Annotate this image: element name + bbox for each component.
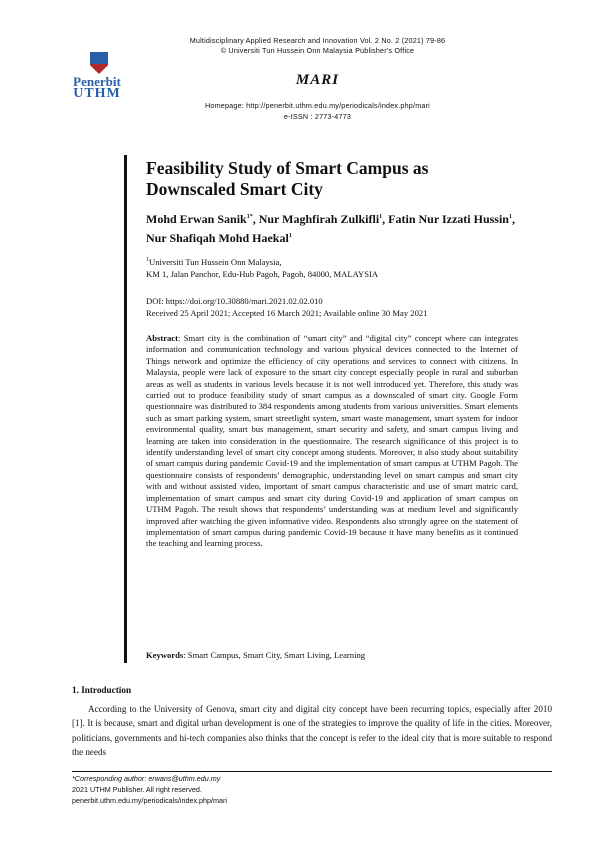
keywords-text: Smart Campus, Smart City, Smart Living, Learning	[187, 650, 366, 660]
author-affil-sup: 1*	[246, 214, 253, 220]
author-affil-sup: 1	[508, 214, 512, 220]
logo-word-penerbit: Penerbit	[73, 74, 121, 89]
affiliation-line-1: Universiti Tun Hussein Onn Malaysia,	[149, 257, 282, 267]
title-block-bar	[124, 155, 127, 663]
doi-link[interactable]: DOI: https://doi.org/10.30880/mari.2021.02.02.010	[146, 296, 323, 306]
affiliation-line-2: KM 1, Jalan Panchor, Edu-Hub Pagoh, Pagoh, 84000, MALAYSIA	[146, 269, 379, 279]
paper-title	[146, 158, 518, 200]
introduction-paragraph: According to the University of Genova, smart city and digital city concept have been recurring topics, especially after 2010 [1]. It is because, smart and digital urban development is one of the strategies to improve the quality of life in the cities. Moreover, politicians, governments and hi-tech companies also thinks that the concept is refer to the ideal city that is more suitable to respond the needs	[72, 704, 552, 758]
author-name: Fatin Nur Izzati Hussin	[388, 212, 509, 226]
journal-short-name: MARI	[295, 72, 340, 88]
keywords-label: Keywords	[146, 650, 184, 660]
uthm-shield-icon	[90, 52, 108, 74]
footer-url[interactable]: penerbit.uthm.edu.my/periodicals/index.php/mari	[72, 796, 228, 805]
footnote-rule	[72, 771, 552, 772]
abstract-text: Smart city is the combination of “smart city” and “digital city” concept where can integrates information and communication technology and various physical devices connected to the Internet of Things network and optimize the efficiency of city operations and services to connect with citizens. In Malaysia, people were lack of exposure to the smart city concept especially people in rural and suburban areas as well as students in various levels because it is not well introduced yet. Therefore, this study was carried out to produce feasibility study of smart campus as a downscaled of smart city. Google Form questionnaire was distributed to 384 respondents among students from various universities. Smart elements such as smart parking system, smart streetlight system, smart waste management, smart system for indoor environmental quality, smart bus management, smart security and safety, and smart campus living and learning are taken into consideration in the questionnaire. The research significance of this project is to identify understanding level of smart city concept among students. Moreover, it also study about suitability of smart campus during pandemic Covid-19 and the implementation of smart campus at UTHM Pagoh. The questionnaire consists of respondents’ demographic, understanding level on smart campus and smart city with and without assisted video, important of smart campus characteristic and use of smart matric card, implementation of smart campus and smart city during Covid-19 and application of smart campus on UTHM Pagoh. The result shows that respondents’ understanding was at medium level and significantly improved after watching the given informative video. Respondents also strongly agree on the statement of implementation of smart campus during pandemic Covid-19 because it have many benefits as it continued the teaching and learning process.	[146, 333, 518, 549]
journal-citation-line: Multidisciplinary Applied Research and Innovation Vol. 2 No. 2 (2021) 79-86	[189, 36, 446, 45]
abstract: Abstract: Smart city is the combination of “smart city” and “digital city” concept where can integrates information and communication technology and various physical devices connected to the Internet of Things network and optimize the efficiency of city operations and services to connect with citizens. In Malaysia, people were lack of exposure to the smart city concept especially people in rural and suburban areas as well as students in various levels because it is not well introduced yet. Therefore, this study was carried out to produce feasibility study of smart campus as a downscaled of smart city. Google Form questionnaire was distributed to 384 respondents among students from various universities. Smart elements such as smart parking system, smart streetlight system, smart waste management, smart system for indoor environmental quality, smart bus management, smart security and safety, and smart campus living and learning are taken into consideration in the questionnaire. The research significance of this project is to identify understanding level of smart city concept among students. Moreover, it also study about suitability of smart campus during pandemic Covid-19 and the implementation of smart campus at UTHM Pagoh. The questionnaire consists of respondents’ demographic, understanding level on smart campus and smart city with and without assisted video, important of smart campus characteristic and use of smart matric card, implementation of smart campus and smart city during Covid-19 and application of smart campus on UTHM Pagoh. The result shows that respondents’ understanding was at medium level and significantly improved after watching the given informative video. Respondents also strongly agree on the statement of implementation of smart campus during pandemic Covid-19 because it have many benefits as it continued the teaching and learning process.	[146, 333, 518, 549]
section-heading-introduction: 1. Introduction	[72, 685, 132, 695]
logo-word-uthm: UTHM	[73, 86, 121, 101]
journal-homepage[interactable]: Homepage: http://penerbit.uthm.edu.my/periodicals/index.php/mari	[205, 101, 430, 110]
author-list: Mohd Erwan Sanik$^{1*}$, Nur Maghfirah Zulkifli$^1$, Fatin Nur Izzati Hussin$^1$, Nur Shafiqah Mohd Haekal$^1$	[146, 212, 515, 245]
author-name: Nur Shafiqah Mohd Haekal	[146, 231, 289, 245]
author-name: Nur Maghfirah Zulkifli	[258, 212, 380, 226]
affiliation	[146, 256, 518, 280]
footer-copyright: 2021 UTHM Publisher. All right reserved.	[72, 785, 202, 794]
keywords: Keywords: Smart Campus, Smart City, Smart Living, Learning	[146, 650, 366, 660]
title-line-1: Feasibility Study of Smart Campus as	[146, 158, 429, 178]
eissn: e-ISSN : 2773-4773	[283, 112, 352, 121]
author-affil-sup: 1	[379, 214, 383, 220]
author-name: Mohd Erwan Sanik	[146, 212, 247, 226]
article-dates: Received 25 April 2021; Accepted 16 March 2021; Available online 30 May 2021	[146, 308, 428, 318]
article-info	[146, 295, 518, 319]
abstract-label: Abstract	[146, 333, 178, 343]
affiliation-sup: 1	[146, 257, 149, 264]
title-line-2: Downscaled Smart City	[146, 179, 323, 199]
copyright-line: © Universiti Tun Hussein Onn Malaysia Publisher's Office	[220, 46, 415, 55]
author-affil-sup: 1	[288, 233, 292, 239]
corresponding-author[interactable]: *Corresponding author: erwans@uthm.edu.my	[72, 774, 221, 783]
